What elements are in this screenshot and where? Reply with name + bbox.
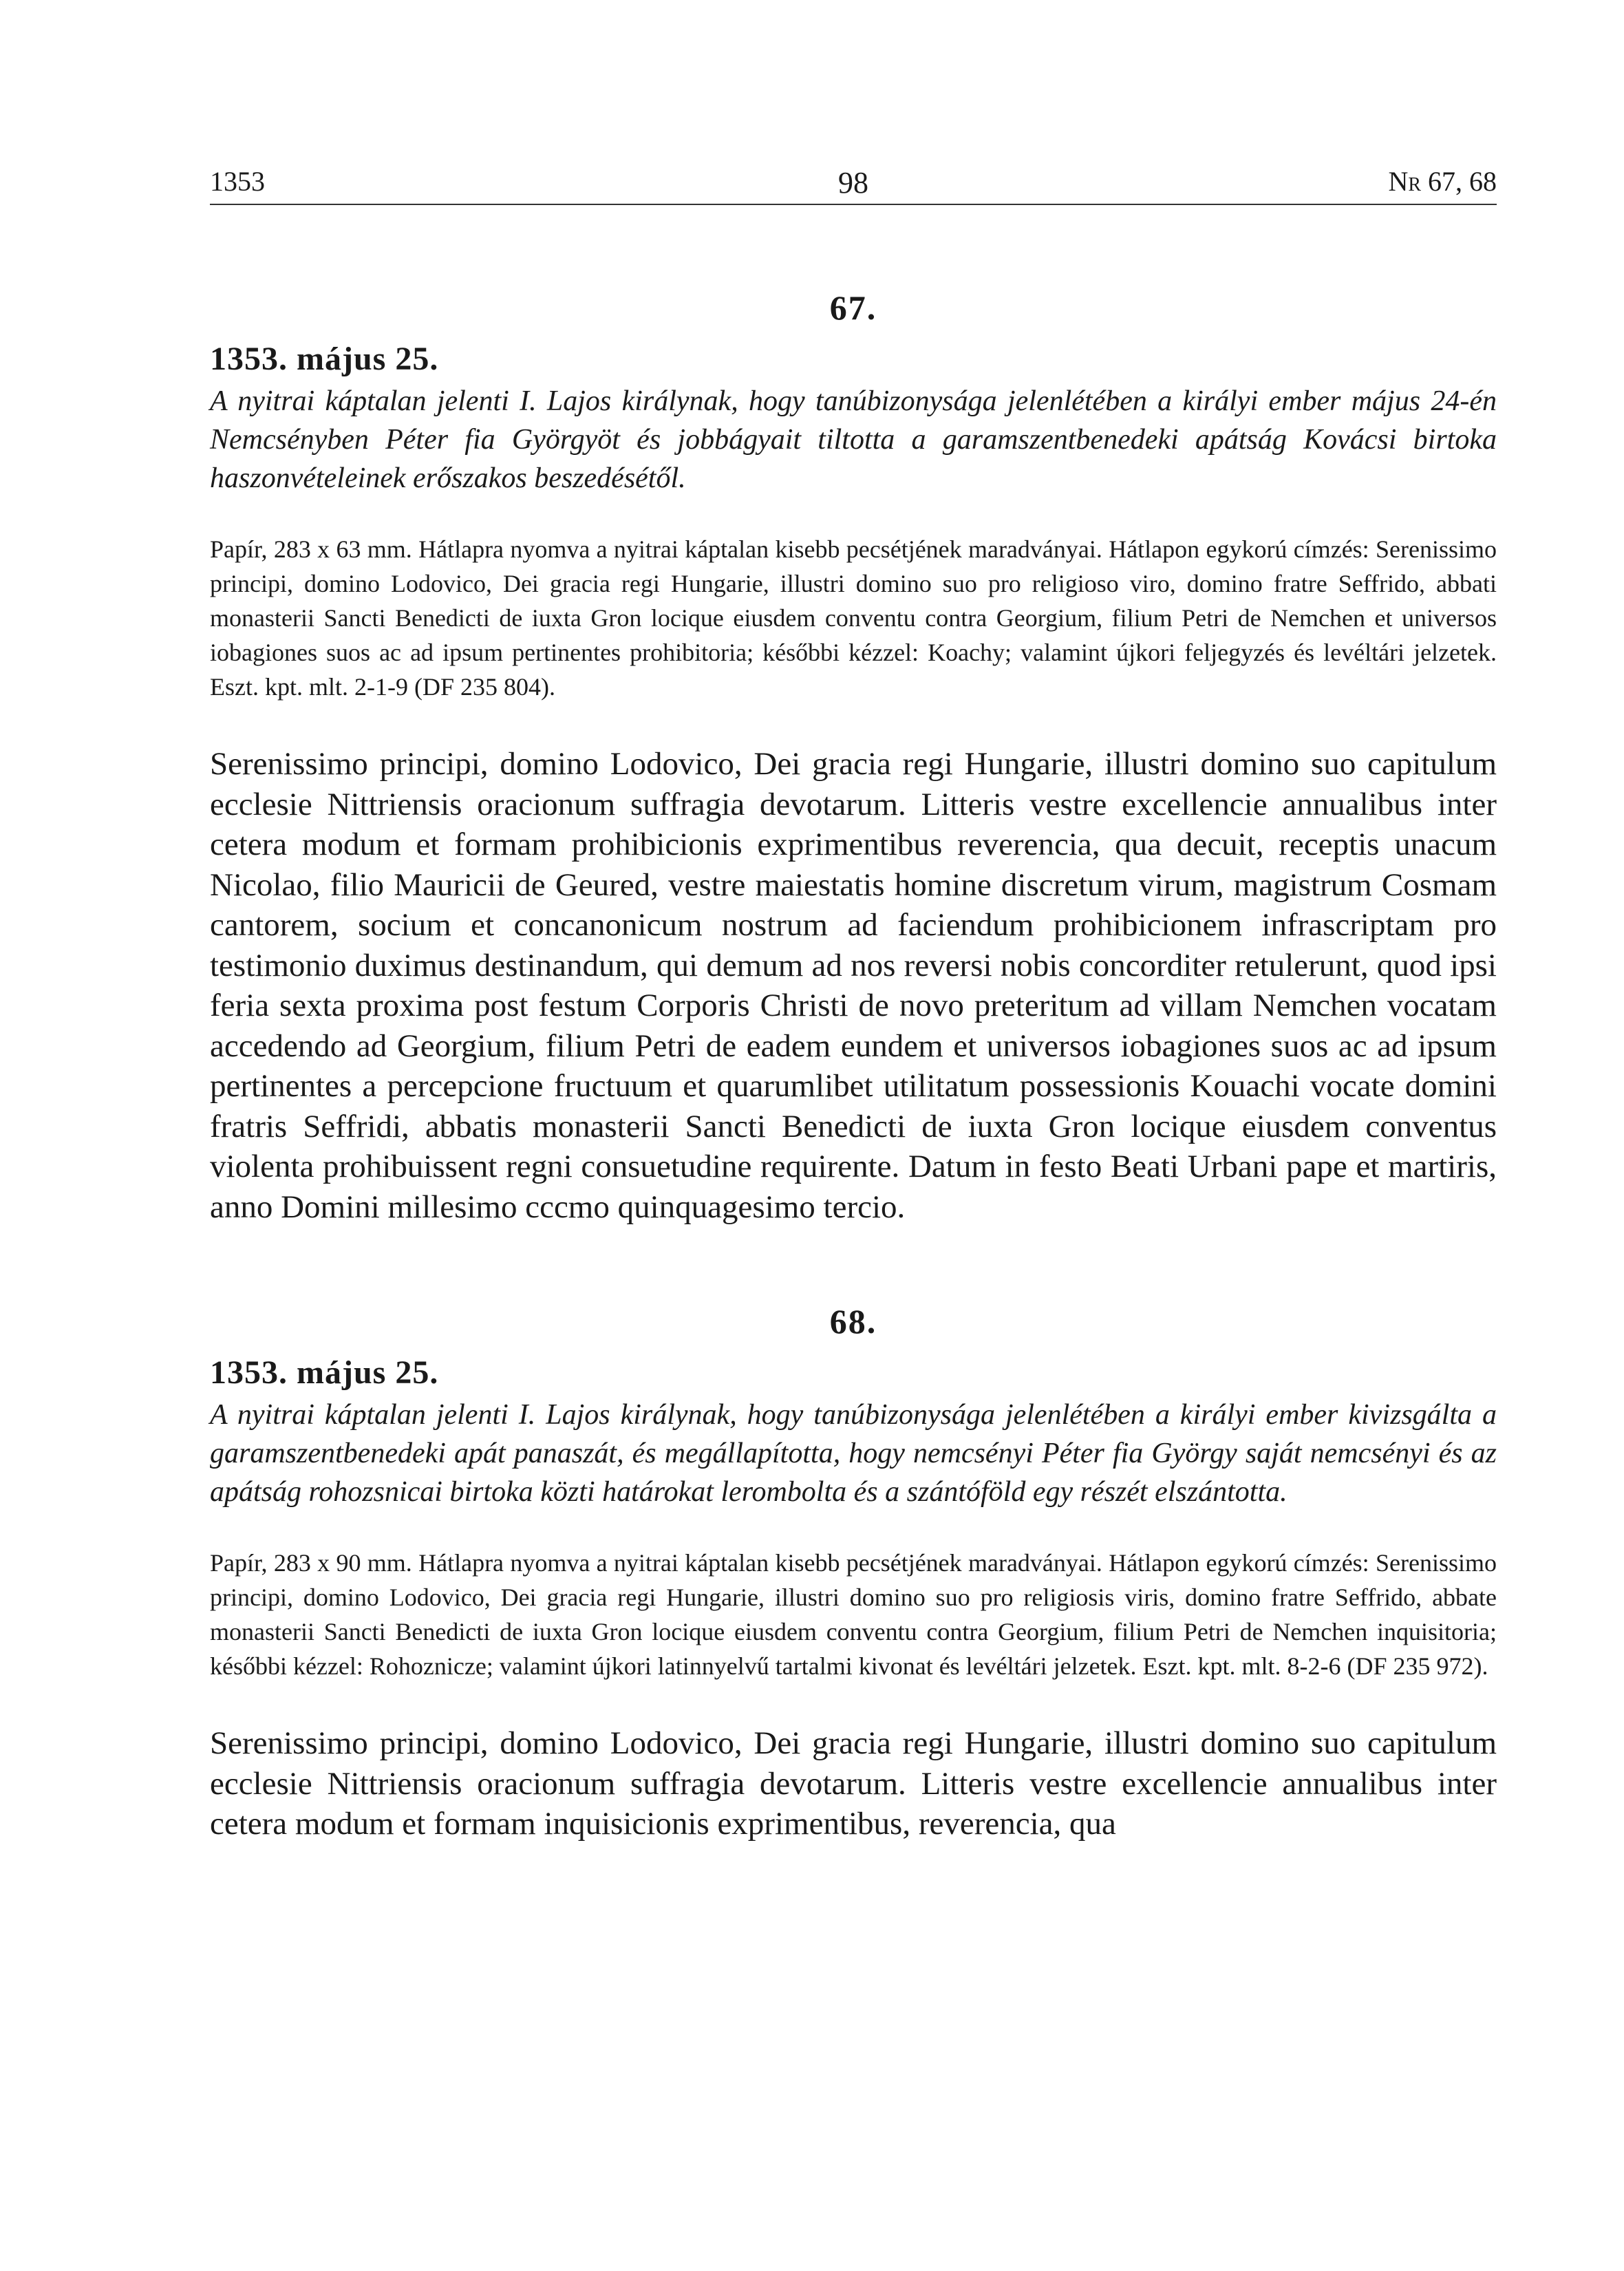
- document-page: [210, 165, 1497, 1844]
- header-entries-ref: Nr 67, 68: [1388, 166, 1497, 197]
- entry-apparatus: Papír, 283 x 90 mm. Hátlapra nyomva a nyitrai káptalan kisebb pecsétjének maradványai. Hátlapon egykorú címzés: Serenissimo principi, domino Lodovico, Dei gracia regi Hungarie, illustri domino suo pro religiosis viris, domino fratre Seffrido, abbate monasterii Sancti Benedicti de iuxta Gron locique eiusdem conventu contra Georgium, filium Petri de Nemchen inquisitoria; későbbi kézzel: Rohoznicze; valamint újkori latinnyelvű tartalmi kivonat és levéltári jelzetek. Eszt. kpt. mlt. 8-2-6 (DF 235 972).: [210, 1549, 1497, 1680]
- entry-latin-text: Serenissimo principi, domino Lodovico, Dei gracia regi Hungarie, illustri domino suo capitulum ecclesie Nittriensis oracionum suffragia devotarum. Litteris vestre excellencie annualibus inter cetera modum et formam prohibicionis exprimentibus reverencia, qua decuit, receptis unacum Nicolao, filio Mauricii de Geured, vestre maiestatis homine discretum virum, magistrum Cosmam cantorem, socium et concanonicum nostrum ad faciendum prohibicionem infrascriptam pro testimonio duximus destinandum, qui demum ad nos reversi nobis concorditer retulerunt, quod ipsi feria sexta proxima post festum Corporis Christi de novo preteritum ad villam Nemchen vocatam accedendo ad Georgium, filium Petri de eadem eundem et universos iobagiones suos ac ad ipsum pertinentes a percepcione fructuum et quarumlibet utilitatum possessionis Kouachi vocate domini fratris Seffridi, abbatis monasterii Sancti Benedicti de iuxta Gron locique eiusdem conventus violenta prohibuissent regni consuetudine requirente. Datum in festo Beati Urbani pape et martiris, anno Domini millesimo cccmo quinquagesimo tercio.: [210, 746, 1497, 1225]
- running-head: [210, 165, 1497, 205]
- entry-latin-text: Serenissimo principi, domino Lodovico, Dei gracia regi Hungarie, illustri domino suo capitulum ecclesie Nittriensis oracionum suffragia devotarum. Litteris vestre excellencie annualibus inter cetera modum et formam inquisicionis exprimentibus, reverencia, qua: [210, 1725, 1497, 1842]
- entry-date: 1353. május 25.: [210, 1354, 439, 1391]
- entry-date: 1353. május 25.: [210, 341, 439, 377]
- entry-regest: A nyitrai káptalan jelenti I. Lajos királynak, hogy tanúbizonysága jelenlétében a királyi ember május 24-én Nemcsényben Péter fia Györgyöt és jobbágyait tiltotta a garamszentbenedeki apátság Kovácsi birtoka haszonvételeinek erőszakos beszedésétől.: [210, 385, 1497, 494]
- header-year: 1353: [210, 166, 265, 197]
- charter-entry-67: [210, 288, 1497, 1227]
- entry-regest: A nyitrai káptalan jelenti I. Lajos királynak, hogy tanúbizonysága jelenlétében a királyi ember kivizsgálta a garamszentbenedeki apát panaszát, és megállapította, hogy nemcsényi Péter fia György saját nemcsényi és az apátság rohozsnicai birtoka közti határokat lerombolta és a szántóföld egy részét elszántotta.: [210, 1399, 1497, 1508]
- entry-apparatus: Papír, 283 x 63 mm. Hátlapra nyomva a nyitrai káptalan kisebb pecsétjének maradványai. Hátlapon egykorú címzés: Serenissimo principi, domino Lodovico, Dei gracia regi Hungarie, illustri domino suo pro religioso viro, domino fratre Seffrido, abbati monasterii Sancti Benedicti de iuxta Gron locique eiusdem conventu contra Georgium, filium Petri de Nemchen et universos iobagiones suos ac ad ipsum pertinentes prohibitoria; későbbi kézzel: Koachy; valamint újkori feljegyzés és levéltári jelzetek. Eszt. kpt. mlt. 2-1-9 (DF 235 804).: [210, 535, 1497, 701]
- charter-entry-68: [210, 1301, 1497, 1844]
- page-number: 98: [838, 166, 868, 200]
- entry-number: 68.: [829, 1302, 877, 1341]
- entry-number: 67.: [829, 288, 877, 327]
